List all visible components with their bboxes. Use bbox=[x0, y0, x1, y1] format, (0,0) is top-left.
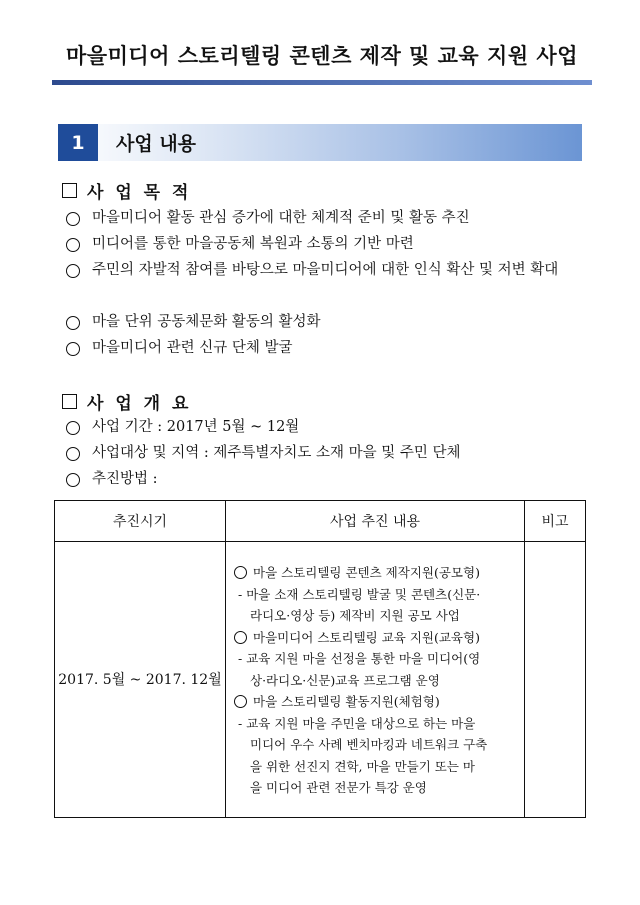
period-cell: 2017. 5월 ~ 2017. 12월 bbox=[55, 542, 226, 818]
circle-bullet-icon bbox=[66, 473, 80, 487]
content-line-text: - 마을 소재 스토리텔링 발굴 및 콘텐츠(신문· bbox=[238, 586, 481, 602]
objectives-heading-label: 사 업 목 적 bbox=[87, 183, 192, 203]
content-line-text: 마을 스토리텔링 콘텐츠 제작지원(공모형) bbox=[253, 565, 480, 580]
circle-bullet-icon bbox=[66, 264, 80, 278]
content-line-main bbox=[234, 627, 516, 649]
objective-item bbox=[66, 205, 590, 231]
objective-item-text: 미디어를 통한 마을공동체 복원과 소통의 기반 마련 bbox=[92, 236, 414, 252]
overview-heading-label: 사 업 개 요 bbox=[87, 394, 192, 414]
objective-item-text: 주민의 자발적 참여를 바탕으로 마을미디어에 대한 인식 확산 및 저변 확대 bbox=[92, 262, 559, 278]
objective-item-text: 마을 단위 공동체문화 활동의 활성화 bbox=[92, 314, 321, 330]
table-row bbox=[55, 542, 586, 818]
circle-bullet-icon bbox=[234, 631, 247, 644]
circle-bullet-icon bbox=[66, 342, 80, 356]
note-cell bbox=[525, 542, 586, 818]
content-line-main bbox=[234, 691, 516, 713]
content-line-cont bbox=[234, 605, 516, 627]
content-line-sub bbox=[234, 713, 516, 735]
content-line-text: 을 위한 선진지 견학, 마을 만들기 또는 마 bbox=[250, 758, 475, 774]
circle-bullet-icon bbox=[66, 212, 80, 226]
objective-item bbox=[66, 335, 590, 361]
circle-bullet-icon bbox=[66, 447, 80, 461]
circle-bullet-icon bbox=[234, 566, 247, 579]
content-line-text: 라디오·영상 등) 제작비 지원 공모 사업 bbox=[250, 608, 460, 623]
section-number: 1 bbox=[58, 124, 98, 161]
objective-item bbox=[66, 309, 590, 335]
circle-bullet-icon bbox=[66, 421, 80, 435]
content-cell bbox=[226, 542, 525, 818]
content-line-text: - 교육 지원 마을 선정을 통한 마을 미디어(영 bbox=[238, 651, 481, 666]
content-line-cont bbox=[234, 777, 516, 799]
objective-item-text: 마을미디어 활동 관심 증가에 대한 체계적 준비 및 활동 추진 bbox=[92, 210, 470, 226]
overview-item bbox=[66, 466, 590, 492]
document-title: 마을미디어 스토리텔링 콘텐츠 제작 및 교육 지원 사업 bbox=[66, 44, 578, 68]
content-line-text: 상·라디오·신문)교육 프로그램 운영 bbox=[250, 672, 440, 688]
title-underline bbox=[52, 80, 592, 85]
circle-bullet-icon bbox=[66, 316, 80, 330]
checkbox-icon bbox=[62, 394, 77, 409]
plan-table bbox=[54, 500, 586, 818]
overview-item-text: 추진방법 : bbox=[92, 471, 158, 487]
circle-bullet-icon bbox=[234, 695, 247, 708]
overview-heading bbox=[62, 389, 191, 414]
circle-bullet-icon bbox=[66, 238, 80, 252]
header-content: 사업 추진 내용 bbox=[226, 501, 525, 542]
content-line-text: 마을미디어 스토리텔링 교육 지원(교육형) bbox=[253, 629, 480, 645]
content-line-text: 을 미디어 관련 전문가 특강 운영 bbox=[250, 780, 427, 795]
checkbox-icon bbox=[62, 183, 77, 198]
objectives-heading bbox=[62, 178, 191, 203]
objective-item bbox=[66, 231, 590, 257]
content-line-text: 마을 스토리텔링 활동지원(체험형) bbox=[253, 694, 440, 709]
content-line-cont bbox=[234, 756, 516, 778]
content-line-text: 미디어 우수 사례 벤치마킹과 네트워크 구축 bbox=[250, 737, 488, 752]
section-header bbox=[58, 124, 582, 161]
header-note: 비고 bbox=[525, 501, 586, 542]
objective-item bbox=[66, 257, 590, 283]
content-line-main bbox=[234, 562, 516, 584]
overview-item bbox=[66, 440, 590, 466]
overview-item bbox=[66, 414, 590, 440]
table-header-row bbox=[55, 501, 586, 542]
section-title: 사업 내용 bbox=[116, 133, 197, 155]
overview-item-text: 사업대상 및 지역 : 제주특별자치도 소재 마을 및 주민 단체 bbox=[92, 445, 461, 461]
header-period: 추진시기 bbox=[55, 501, 226, 542]
content-line-text: - 교육 지원 마을 주민을 대상으로 하는 마을 bbox=[238, 715, 476, 731]
content-line-sub bbox=[234, 648, 516, 670]
content-line-cont bbox=[234, 734, 516, 756]
content-line-cont bbox=[234, 670, 516, 692]
content-line-sub bbox=[234, 584, 516, 606]
overview-item-text: 사업 기간 : 2017년 5월 ~ 12월 bbox=[92, 419, 300, 435]
objective-item-text: 마을미디어 관련 신규 단체 발굴 bbox=[92, 340, 293, 356]
